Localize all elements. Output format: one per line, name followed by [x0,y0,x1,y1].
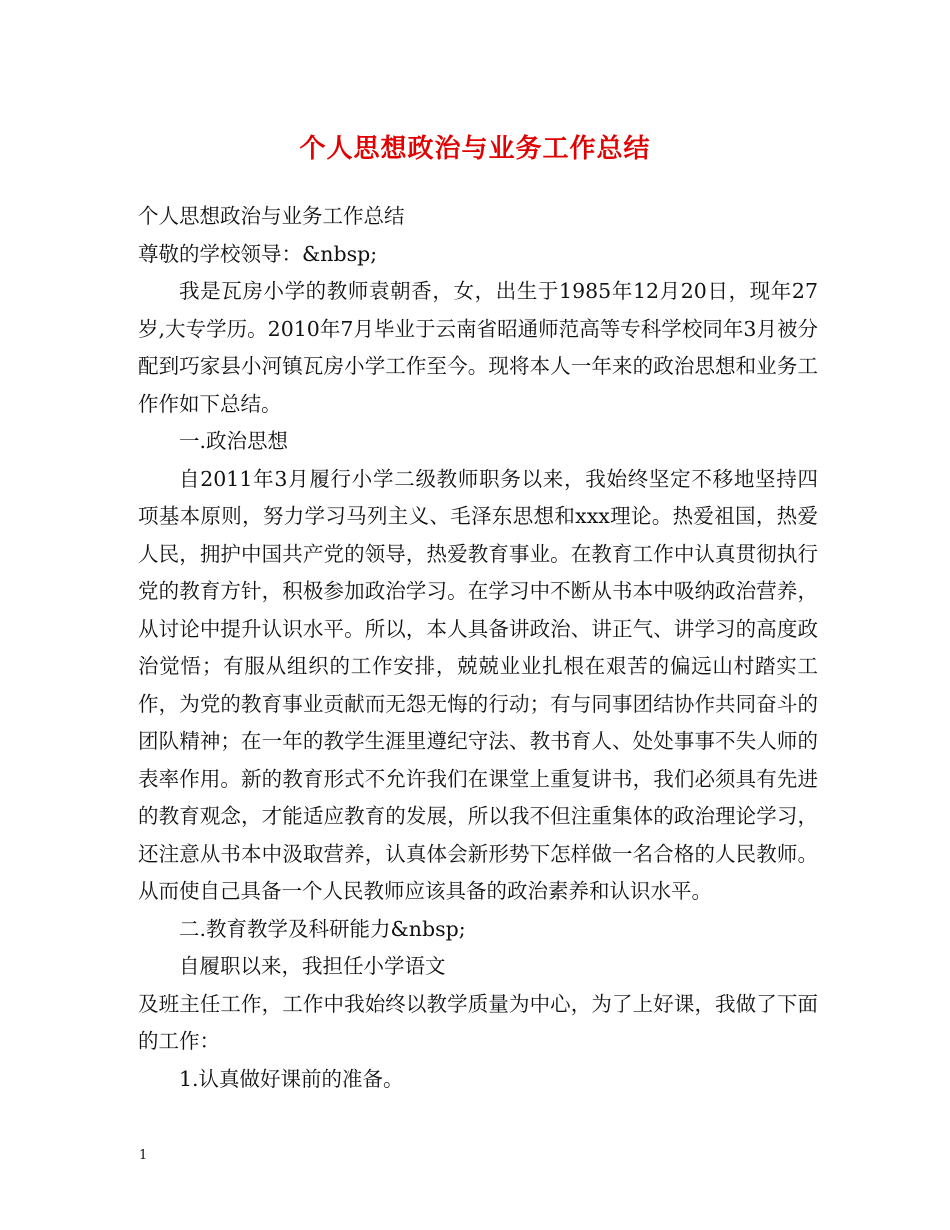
teaching-paragraph-continued: 及班主任工作，工作中我始终以教学质量为中心，为了上好课，我做了下面的工作： [138,991,818,1053]
teaching-paragraph-start: 自履职以来，我担任小学语文 [179,954,446,978]
page-title: 个人思想政治与业务工作总结 [299,134,651,164]
document-body [138,198,818,1098]
political-paragraph: 自2011年3月履行小学二级教师职务以来，我始终坚定不移地坚持四项基本原则，努力学习马列主义、毛泽东思想和xxx理论。热爱祖国，热爱人民，拥护中国共产党的领导，热爱教育事业。在教育工作中认真贯彻执行党的教育方针，积极参加政治学习。在学习中不断从书本中吸纳政治营养，从讨论中提升认识水平。所以，本人具备讲政治、讲正气、讲学习的高度政治觉悟；有服从组织的工作安排，兢兢业业扎根在艰苦的偏远山村踏实工作，为党的教育事业贡献而无怨无悔的行动；有与同事团结协作共同奋斗的团队精神；在一年的教学生涯里遵纪守法、教书育人、处处事事不失人师的表率作用。新的教育形式不允许我们在课堂上重复讲书，我们必须具有先进的教育观念，才能适应教育的发展，所以我不但注重集体的政治理论学习，还注意从书本中汲取营养，认真体会新形势下怎样做一名合格的人民教师。从而使自己具备一个人民教师应该具备的政治素养和认识水平。 [138,466,818,903]
section-heading-political: 一.政治思想 [179,429,289,453]
intro-paragraph: 我是瓦房小学的教师袁朝香，女，出生于1985年12月20日，现年27岁,大专学历。2010年7月毕业于云南省昭通师范高等专科学校同年3月被分配到巧家县小河镇瓦房小学工作至今。现将本人一年来的政治思想和业务工作作如下总结。 [138,279,818,416]
salutation: 尊敬的学校领导：&nbsp; [138,241,378,266]
list-item-1: 1.认真做好课前的准备。 [179,1066,404,1091]
section-heading-teaching: 二.教育教学及科研能力&nbsp; [179,916,466,941]
page-number: 1 [139,1148,148,1163]
doc-heading-line: 个人思想政治与业务工作总结 [138,204,405,228]
